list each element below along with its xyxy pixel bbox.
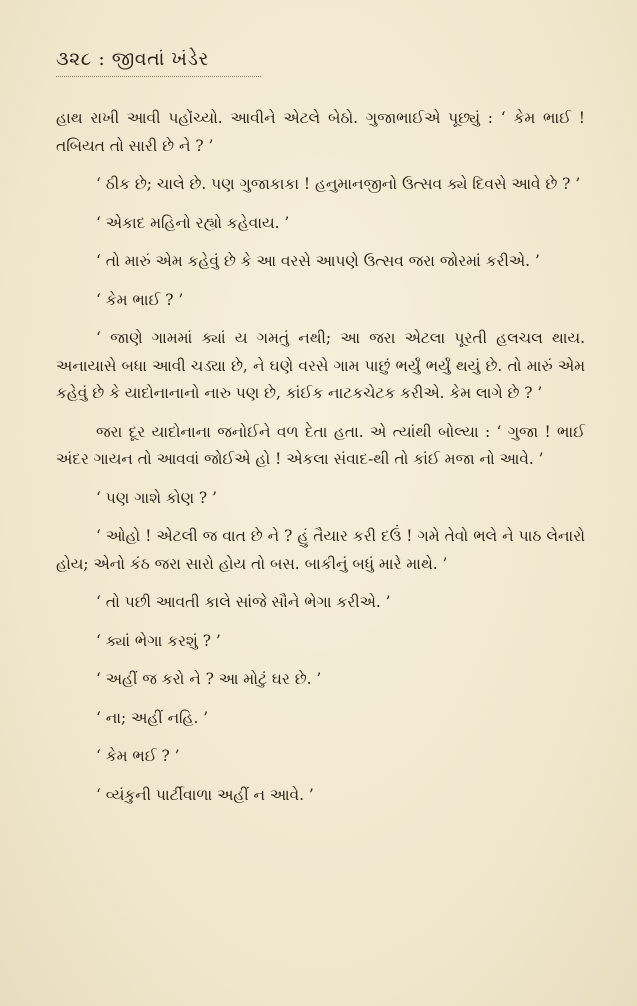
paragraph: ‘ ઓહો ! એટલી જ વાત છે ને ? હું તૈયાર કરી દઉં ! ગમે તેવો ભલે ને પાઠ લેનારો હોય; એનો કંઠ જરા સારો હોય તો બસ. બાકીનું બધું મારે માથે. ’ bbox=[56, 527, 585, 573]
paragraph: ‘ કેમ ભઈ ? ’ bbox=[96, 747, 180, 765]
paragraph: ‘ ના; અહીં નહિ. ’ bbox=[96, 708, 209, 727]
paragraph: ‘ વ્યંકુની પાર્ટીવાળા અહીં ન આવે. ’ bbox=[96, 785, 314, 804]
paragraph: ‘ જાણે ગામમાં ક્યાં ય ગમતું નથી; આ જરા એટલા પૂરતી હલચલ થાય. અનાયાસે બધા આવી ચડ્યા છે, ને ઘણે વરસે ગામ પાછું ભર્યું ભર્યું થયું છે. તો મારું એમ કહેવું છે કે યાદોનાનાનો નારુ પણ છે, કાંઈક નાટકચેટક કરીએ. કેમ લાગે છે ? ’ bbox=[56, 329, 585, 402]
header-underline bbox=[56, 76, 261, 77]
paragraph: ‘ ઠીક છે; ચાલે છે. પણ ગુજાકાકા ! હનુમાનજીનો ઉત્સવ ક્યે દિવસે આવે છે ? ’ bbox=[96, 175, 581, 193]
paragraph: ‘ તો મારું એમ કહેવું છે કે આ વરસે આપણે ઉત્સવ જરા જોરમાં કરીએ. ’ bbox=[96, 252, 540, 270]
paragraph: જરા દૂર યાદોનાના જનોઈને વળ દેતા હતા. એ ત્યાંથી બોલ્યા : ‘ ગુજા ! ભાઈ અંદર ગાયન તો આવવાં જોઈએ હો ! એકલા સંવાદ-થી તો કાંઈ મજા નો આવે. ’ bbox=[56, 422, 585, 468]
running-head bbox=[56, 48, 585, 70]
paragraph: હાથ રાખી આવી પહોંચ્યો. આવીને એટલે બેઠો. ગુજાભાઈએ પૂછ્યું : ‘ કેમ ભાઈ ! તબિયત તો સારી છે ને ? ’ bbox=[56, 109, 585, 155]
book-title: જીવતાં ખંડેર bbox=[111, 48, 209, 70]
header-separator: : bbox=[98, 48, 106, 70]
paragraph: ‘ પણ ગાશે કોણ ? ’ bbox=[96, 488, 217, 507]
paragraph: ‘ તો પછી આવતી કાલે સાંજે સૌને ભેગા કરીએ. ’ bbox=[96, 593, 391, 611]
paragraph: ‘ એકાદ મહિનો રહ્યો કહેવાય. ’ bbox=[96, 213, 290, 232]
page-number: ૩૨૮ bbox=[56, 48, 92, 70]
body-text bbox=[56, 105, 585, 809]
paragraph: ‘ ક્યાં ભેગા કરશું ? ’ bbox=[96, 631, 221, 650]
paragraph: ‘ કેમ ભાઈ ? ’ bbox=[96, 290, 184, 309]
paragraph: ‘ અહીં જ કરો ને ? આ મોટું ઘર છે. ’ bbox=[96, 670, 322, 688]
